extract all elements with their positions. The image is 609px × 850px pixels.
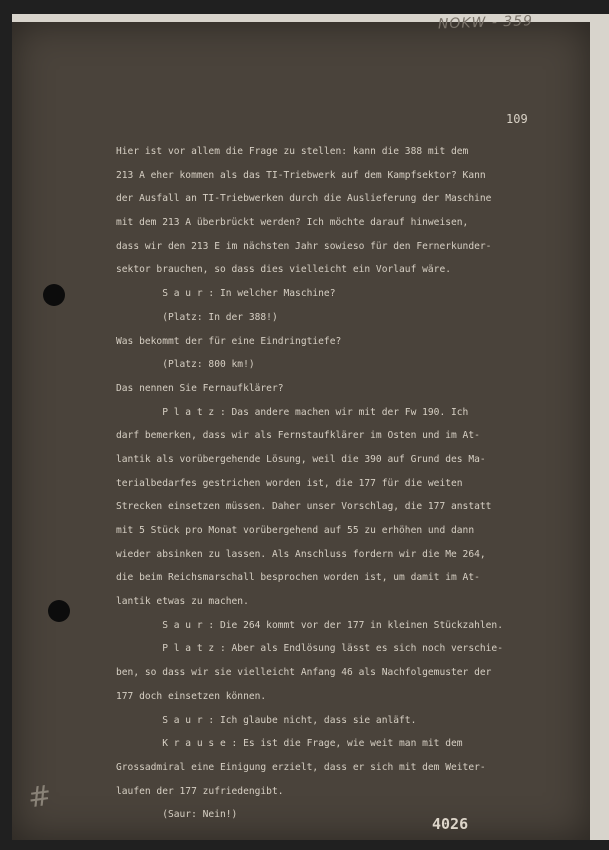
text-line: Das nennen Sie Fernaufklärer? — [116, 382, 284, 394]
text-line: ben, so dass wir sie vielleicht Anfang 46 als Nachfolgemuster der — [116, 667, 492, 679]
margin-mark: # — [25, 778, 54, 815]
text-line: (Platz: 800 km!) — [116, 359, 255, 371]
text-line: lantik etwas zu machen. — [116, 596, 249, 608]
archive-reference: NOKW - 359 — [437, 13, 534, 33]
paper-edge-right — [590, 16, 609, 840]
text-line: die beim Reichsmarschall besprochen worden ist, um damit im At- — [116, 572, 480, 584]
document-serial-number: 4026 — [432, 815, 469, 833]
text-line: Strecken einsetzen müssen. Daher unser Vorschlag, die 177 anstatt — [116, 501, 492, 513]
text-line: der Ausfall an TI-Triebwerken durch die Auslieferung der Maschine — [116, 193, 492, 205]
text-line: P l a t z : Aber als Endlösung lässt es sich noch verschie- — [116, 643, 503, 655]
text-line: Hier ist vor allem die Frage zu stellen: kann die 388 mit dem — [116, 146, 469, 157]
text-line: S a u r : In welcher Maschine? — [116, 288, 336, 300]
text-line: (Saur: Nein!) — [116, 809, 238, 821]
text-line: S a u r : Ich glaube nicht, dass sie anläft. — [116, 714, 417, 726]
text-line: darf bemerken, dass wir als Fernstaufklärer im Osten und im At- — [116, 430, 480, 442]
text-line: 213 A eher kommen als das TI-Triebwerk auf dem Kampfsektor? Kann — [116, 169, 486, 181]
text-line: laufen der 177 zufriedengibt. — [116, 785, 284, 797]
typed-text-body — [116, 140, 586, 827]
text-line: mit dem 213 A überbrückt werden? Ich möchte darauf hinweisen, — [116, 217, 469, 229]
text-line: P l a t z : Das andere machen wir mit der Fw 190. Ich — [116, 406, 469, 418]
text-line: dass wir den 213 E im nächsten Jahr sowieso für den Fernerkunder- — [116, 240, 492, 252]
text-line: K r a u s e : Es ist die Frage, wie weit man mit dem — [116, 738, 463, 750]
page-number: 109 — [506, 112, 528, 126]
text-line: terialbedarfes gestrichen worden ist, die 177 für die weiten — [116, 477, 463, 489]
text-line: mit 5 Stück pro Monat vorübergehend auf 55 zu erhöhen und dann — [116, 525, 475, 536]
text-line: lantik als vorübergehende Lösung, weil die 390 auf Grund des Ma- — [116, 453, 486, 465]
text-line: (Platz: In der 388!) — [116, 311, 278, 323]
text-line: S a u r : Die 264 kommt vor der 177 in kleinen Stückzahlen. — [116, 619, 503, 631]
text-line: wieder absinken zu lassen. Als Anschluss fordern wir die Me 264, — [116, 548, 486, 560]
text-line: sektor brauchen, so dass dies vielleicht ein Vorlauf wäre. — [116, 264, 452, 276]
punch-hole-top — [43, 284, 65, 306]
punch-hole-bottom — [48, 600, 70, 622]
text-line: Was bekommt der für eine Eindringtiefe? — [116, 335, 342, 347]
text-line: 177 doch einsetzen können. — [116, 690, 267, 702]
text-line: Grossadmiral eine Einigung erzielt, dass er sich mit dem Weiter- — [116, 761, 486, 773]
